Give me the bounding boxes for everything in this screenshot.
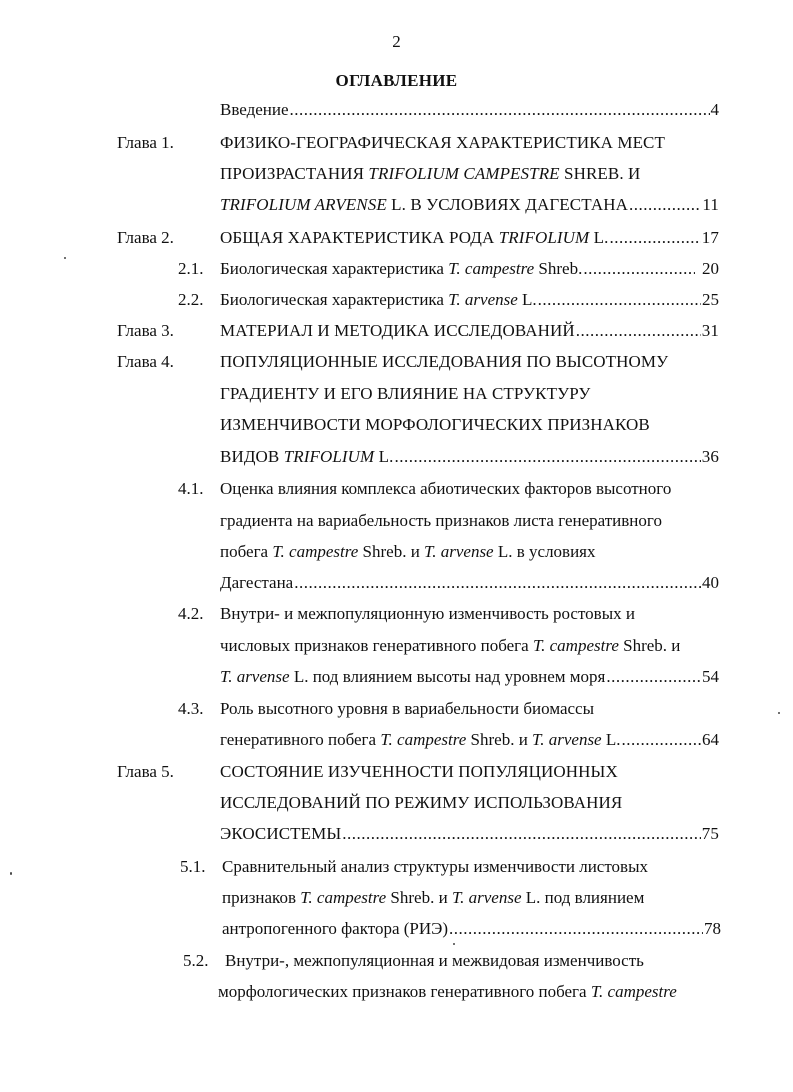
latin-name: TRIFOLIUM CAMPESTRE xyxy=(368,164,560,183)
latin-name: T. campestre xyxy=(300,888,387,907)
leader-dots xyxy=(294,572,701,594)
leader-dots xyxy=(395,446,701,468)
chapter-label: Глава 2. xyxy=(117,228,174,247)
entry-title: МАТЕРИАЛ И МЕТОДИКА ИССЛЕДОВАНИЙ xyxy=(220,321,575,340)
chapter-label: Глава 4. xyxy=(117,352,174,371)
text: признаков xyxy=(222,888,301,907)
entry-title: ЭКОСИСТЕМЫ xyxy=(220,824,342,843)
leader-dots xyxy=(610,227,701,249)
toc-heading: ОГЛАВЛЕНИЕ xyxy=(335,71,458,90)
toc-entry-4-3-line1[interactable]: Роль высотного уровня в вариабельности биомассы xyxy=(220,699,595,718)
text: ПРОИЗРАСТАНИЯ xyxy=(220,164,369,183)
section-number: 4.1. xyxy=(178,479,204,498)
entry-title: Введение xyxy=(220,100,289,119)
toc-entry-ch4-line2[interactable]: ГРАДИЕНТУ И ЕГО ВЛИЯНИЕ НА СТРУКТУРУ xyxy=(220,384,591,403)
text: Shreb. и xyxy=(358,542,425,561)
leader-dots xyxy=(629,194,701,216)
entry-title: Дагестана xyxy=(220,573,294,592)
text: Shreb. и xyxy=(466,730,533,749)
section-number: 5.1. xyxy=(180,857,206,876)
toc-entry-2-1[interactable] xyxy=(220,258,719,280)
toc-entry-4-1-line3[interactable] xyxy=(220,541,596,563)
scan-speck xyxy=(778,712,780,714)
text: L. xyxy=(374,447,394,466)
entry-title: антропогенного фактора (РИЭ) xyxy=(222,919,449,938)
leader-dots xyxy=(449,918,703,940)
toc-entry-4-1-line1[interactable]: Оценка влияния комплекса абиотических факторов высотного xyxy=(220,479,672,498)
leader-dots xyxy=(622,729,702,751)
leader-dots xyxy=(290,99,710,121)
entry-page: 4 xyxy=(710,100,719,119)
entry-page: 25 xyxy=(702,290,719,309)
toc-entry-4-1-line2[interactable]: градиента на вариабельность признаков листа генеративного xyxy=(220,511,662,530)
section-number: 2.2. xyxy=(178,290,204,309)
section-number: 4.3. xyxy=(178,699,204,718)
entry-title xyxy=(220,227,609,249)
toc-entry-ch5-line1[interactable]: СОСТОЯНИЕ ИЗУЧЕННОСТИ ПОПУЛЯЦИОННЫХ xyxy=(220,762,618,781)
toc-entry-4-2-line1[interactable]: Внутри- и межпопуляционную изменчивость ростовых и xyxy=(220,604,635,623)
entry-title xyxy=(220,729,621,751)
toc-entry-ch1-line3[interactable] xyxy=(220,194,719,216)
entry-title xyxy=(220,194,628,216)
latin-name: T. campestre xyxy=(380,730,467,749)
entry-page: 64 xyxy=(702,730,719,749)
text: морфологических признаков генеративного побега xyxy=(218,982,591,1001)
text: генеративного побега xyxy=(220,730,381,749)
toc-entry-ch3[interactable] xyxy=(220,320,719,342)
scan-speck xyxy=(64,257,66,259)
chapter-label: Глава 5. xyxy=(117,762,174,781)
latin-name: T. arvense xyxy=(424,542,494,561)
text: Биологическая характеристика xyxy=(220,290,449,309)
text: L. xyxy=(517,290,537,309)
text: числовых признаков генеративного побега xyxy=(220,636,533,655)
text: L. xyxy=(589,228,609,247)
latin-name: T. arvense xyxy=(532,730,602,749)
latin-name: TRIFOLIUM xyxy=(498,228,590,247)
toc-entry-5-1-line2[interactable] xyxy=(222,887,644,909)
text: L. под влиянием высоты над уровнем моря xyxy=(289,667,606,686)
leader-dots xyxy=(606,666,701,688)
latin-name: T. campestre xyxy=(590,982,677,1001)
section-number: 4.2. xyxy=(178,604,204,623)
toc-entry-5-2-line1[interactable]: Внутри-, межпопуляционная и межвидовая изменчивость xyxy=(225,951,644,970)
section-number: 5.2. xyxy=(183,951,209,970)
entry-page: 78 xyxy=(704,919,721,938)
entry-page: 54 xyxy=(702,667,719,686)
page-number: 2 xyxy=(392,32,401,51)
scan-speck xyxy=(10,872,12,875)
entry-page: 31 xyxy=(701,321,719,340)
toc-entry-intro[interactable] xyxy=(220,99,719,121)
toc-entry-ch4-line1[interactable]: ПОПУЛЯЦИОННЫЕ ИССЛЕДОВАНИЯ ПО ВЫСОТНОМУ xyxy=(220,352,669,371)
entry-title xyxy=(220,666,605,688)
text: побега xyxy=(220,542,273,561)
entry-page: 20 xyxy=(702,259,719,278)
text: L. в условиях xyxy=(493,542,596,561)
chapter-label: Глава 1. xyxy=(117,133,174,152)
toc-entry-ch5-line3[interactable] xyxy=(220,823,719,845)
text: Shreb. xyxy=(534,259,583,278)
toc-entry-5-1-line3[interactable] xyxy=(222,918,721,940)
leader-dots xyxy=(538,289,701,311)
toc-entry-2-2[interactable] xyxy=(220,289,719,311)
text: Shreb. и xyxy=(386,888,452,907)
text: L. под влиянием xyxy=(521,888,645,907)
entry-page: 36 xyxy=(701,447,719,466)
latin-name: T. arvense xyxy=(451,888,522,907)
text: ВИДОВ xyxy=(220,447,284,466)
toc-entry-ch4-line3[interactable]: ИЗМЕНЧИВОСТИ МОРФОЛОГИЧЕСКИХ ПРИЗНАКОВ xyxy=(220,415,650,434)
toc-entry-ch2[interactable] xyxy=(220,227,719,249)
latin-name: TRIFOLIUM xyxy=(283,447,375,466)
entry-page: 11 xyxy=(702,195,719,214)
section-number: 2.1. xyxy=(178,259,204,278)
text: L. xyxy=(601,730,621,749)
latin-name: T. campestre xyxy=(532,636,619,655)
text: SHREB. И xyxy=(559,164,641,183)
latin-name: T. arvense xyxy=(220,667,290,686)
latin-name: TRIFOLIUM ARVENSE xyxy=(220,195,387,214)
chapter-label: Глава 3. xyxy=(117,321,174,340)
toc-entry-5-2-line2[interactable] xyxy=(218,981,677,1003)
latin-name: T. campestre xyxy=(448,259,535,278)
toc-entry-4-2-line2[interactable] xyxy=(220,635,680,657)
toc-entry-ch1-line2[interactable] xyxy=(220,163,640,185)
toc-entry-4-1-line4[interactable] xyxy=(220,572,719,594)
toc-entry-5-1-line1[interactable]: Сравнительный анализ структуры изменчивости листовых xyxy=(222,857,648,876)
entry-page: 75 xyxy=(701,824,719,843)
entry-title xyxy=(220,258,582,280)
text: L. В УСЛОВИЯХ ДАГЕСТАНА xyxy=(386,195,628,214)
text: Shreb. и xyxy=(618,636,681,655)
text: ОБЩАЯ ХАРАКТЕРИСТИКА РОДА xyxy=(220,228,499,247)
scan-speck xyxy=(453,943,455,945)
toc-entry-4-2-line3[interactable] xyxy=(220,666,719,688)
latin-name: T. arvense xyxy=(448,290,518,309)
leader-dots xyxy=(583,258,695,280)
toc-entry-ch5-line2[interactable]: ИССЛЕДОВАНИЙ ПО РЕЖИМУ ИСПОЛЬЗОВАНИЯ xyxy=(220,793,623,812)
entry-page: 40 xyxy=(702,573,719,592)
entry-page: 17 xyxy=(701,228,719,247)
toc-entry-ch1-line1[interactable]: ФИЗИКО-ГЕОГРАФИЧЕСКАЯ ХАРАКТЕРИСТИКА МЕСТ xyxy=(220,133,665,152)
leader-dots xyxy=(576,320,701,342)
entry-title xyxy=(220,289,537,311)
leader-dots xyxy=(342,823,701,845)
text: Биологическая характеристика xyxy=(220,259,449,278)
toc-entry-4-3-line2[interactable] xyxy=(220,729,719,751)
latin-name: T. campestre xyxy=(272,542,359,561)
toc-entry-ch4-line4[interactable] xyxy=(220,446,719,468)
entry-title xyxy=(220,446,394,468)
